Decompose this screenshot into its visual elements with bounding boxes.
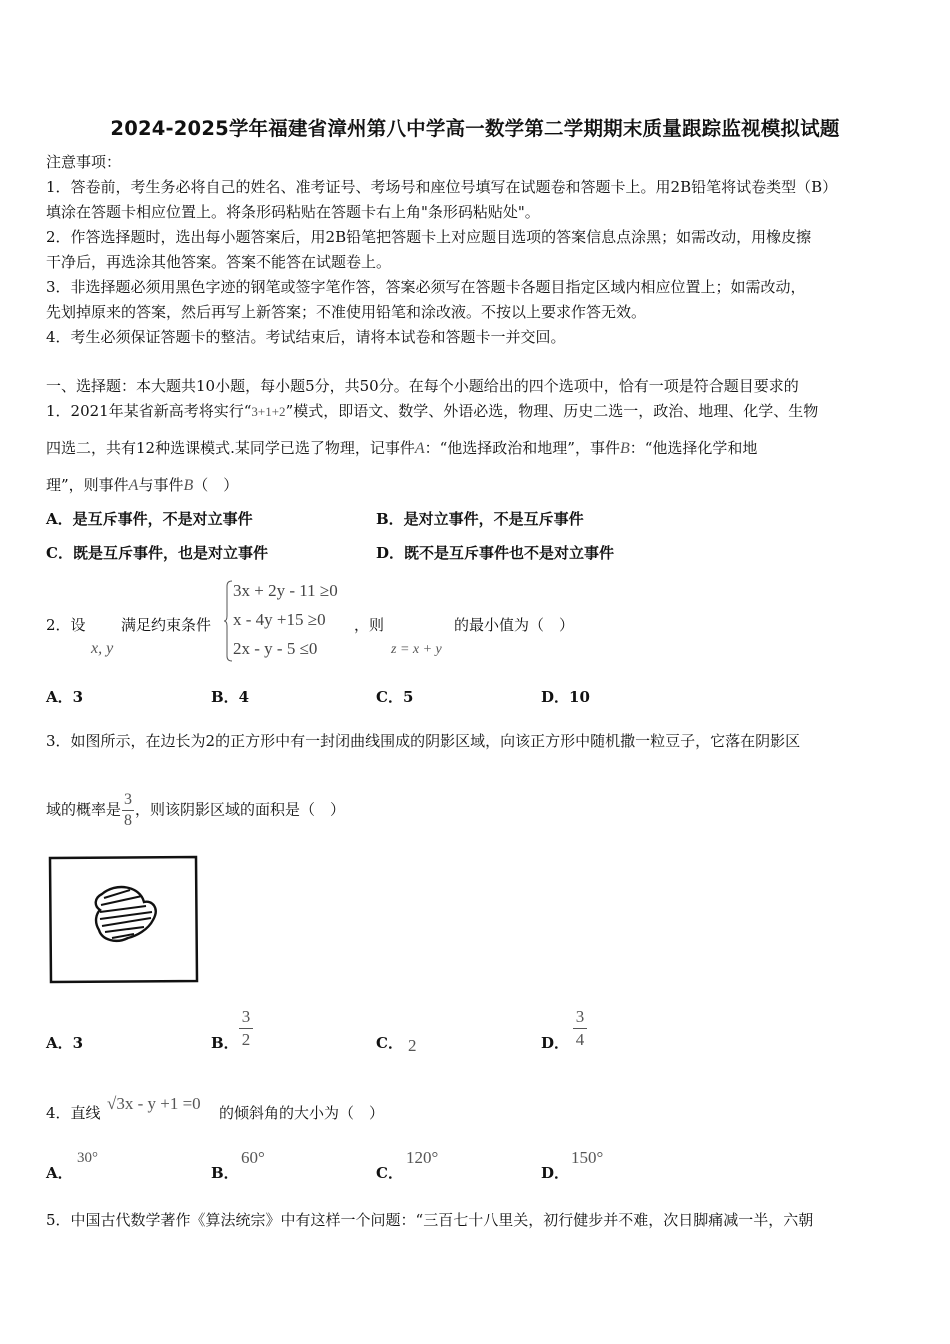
q3-line-2 [46,791,345,830]
q2-ask: 的最小值为（ ） [454,616,575,634]
q4-option-d[interactable]: D． [541,1164,570,1182]
q2-inequality-3: 2x - y - 5 ≤0 [233,639,318,658]
fraction-numerator: 3 [124,791,133,808]
q2-option-c[interactable]: C．5 [376,688,414,706]
q3-option-b[interactable] [211,1032,239,1054]
q1-text: ：“他选择政治和地理”，事件 [424,439,620,457]
question-1-line-1 [46,400,818,423]
option-label: B． [211,1034,239,1052]
q3-option-d[interactable] [541,1032,569,1054]
q1-option-d[interactable]: D．既不是互斥事件也不是对立事件 [376,544,615,562]
q2-option-d[interactable]: D．10 [541,688,590,706]
notice-line: 先划掉原来的答案，然后再写上新答案；不准使用铅笔和涂改液。不按以上要求作答无效。 [46,303,647,321]
q4-equation: √3x - y +1 =0 [107,1094,201,1113]
q3-option-b-fraction [239,1007,253,1050]
q3-text: ，则该阴影区域的面积是（ ） [135,800,346,819]
q4-option-b-value: 60° [241,1148,265,1167]
q1-option-a[interactable]: A．是互斥事件，不是对立事件 [46,510,253,528]
q3-option-c[interactable] [376,1032,403,1054]
q3-line-1: 3．如图所示，在边长为2的正方形中有一封闭曲线围成的阴影区域，向该正方形中随机撒一粒豆子，它落在阴影区 [46,732,801,750]
q4-option-a[interactable]: A． [46,1164,73,1182]
q2-option-a[interactable]: A．3 [46,688,84,706]
q2-vars: x, y [91,640,114,657]
question-1-line-2 [46,437,757,460]
q2-inequality-2: x - 4y +15 ≥0 [233,610,326,629]
q1-option-c[interactable]: C．既是互斥事件，也是对立事件 [46,544,268,562]
notice-line: 填涂在答题卡相应位置上。将条形码粘贴在答题卡右上角"条形码粘贴处"。 [46,203,540,221]
q3-option-d-fraction [573,1007,587,1050]
notice-heading: 注意事项： [46,153,122,171]
q2-number: 2．设 [46,616,86,634]
q1-text: ”模式，即语文、数学、外语必选，物理、历史二选一，政治、地理、化学、生物 [285,402,819,420]
notice-line: 2．作答选择题时，选出每小题答案后，用2B铅笔把答题卡上对应题目选项的答案信息点涂黑；如需改动，用橡皮擦 [46,228,812,246]
q3-option-a[interactable]: A．3 [46,1034,84,1052]
q3-option-c-value: 2 [408,1036,417,1055]
square-figure [44,852,202,988]
q4-option-b[interactable]: B． [211,1164,239,1182]
fraction-numerator: 3 [575,1007,585,1026]
fraction-numerator: 3 [241,1007,251,1026]
q1-text: 理”，则事件 [46,476,129,494]
q4-option-d-value: 150° [571,1148,604,1167]
q1-event-b: B [619,440,630,457]
fraction-denominator: 2 [241,1030,251,1049]
q1-math: 3+1+2 [251,404,286,419]
q4-option-a-value: 30° [77,1150,98,1166]
section-heading: 一、选择题：本大题共10小题，每小题5分，共50分。在每个小题给出的四个选项中，恰有一项是符合题目要求的 [46,377,799,395]
fraction-denominator: 8 [124,812,133,829]
notice-line: 3．非选择题必须用黑色字迹的钢笔或签字笔作答，答案必须写在答题卡各题目指定区域内相应位置上；如需改动， [46,278,806,296]
q4-ask: 的倾斜角的大小为（ ） [219,1104,385,1122]
notice-line: 干净后，再选涂其他答案。答案不能答在试题卷上。 [46,253,392,271]
page-title: 2024-2025学年福建省漳州第八中学高一数学第二学期期末质量跟踪监视模拟试题 [110,117,840,140]
option-label: C． [376,1034,403,1052]
q4-option-c-value: 120° [406,1148,439,1167]
q2-then: ，则 [354,616,385,634]
q1-text: （ ） [193,476,239,494]
q4-option-c[interactable]: C． [376,1164,403,1182]
q3-text: 域的概率是 [46,800,122,819]
q2-objective: z = x + y [391,642,442,657]
q4-number: 4．直线 [46,1104,101,1122]
q1-event-a: A [414,440,425,457]
q5-line-1: 5．中国古代数学著作《算法统宗》中有这样一个问题：“三百七十八里关，初行健步并不难，次日脚痛减一半，六朝 [46,1211,814,1229]
q1-text: ：“他选择化学和地 [629,439,758,457]
q1-text: 四选二，共有12种选课模式.某同学已选了物理，记事件 [46,439,415,457]
q3-probability-fraction [122,791,134,830]
option-label: D． [541,1034,570,1052]
notice-line: 1．答卷前，考生务必将自己的姓名、准考证号、考场号和座位号填写在试题卷和答题卡上。用2B铅笔将试卷类型（B） [46,178,838,196]
q1-event-a: A [128,477,139,494]
fraction-denominator: 4 [575,1030,585,1049]
question-1-line-3 [46,474,238,497]
q2-inequality-1: 3x + 2y - 11 ≥0 [233,581,338,600]
notice-line: 4．考生必须保证答题卡的整洁。考试结束后，请将本试卷和答题卡一并交回。 [46,328,566,346]
q2-option-b[interactable]: B．4 [211,688,250,706]
q1-text: 与事件 [138,476,184,494]
q1-event-b: B [183,477,194,494]
q1-option-b[interactable]: B．是对立事件，不是互斥事件 [376,510,584,528]
q1-text: 1．2021年某省新高考将实行“ [46,402,252,420]
q2-condition-text: 满足约束条件 [121,616,212,634]
